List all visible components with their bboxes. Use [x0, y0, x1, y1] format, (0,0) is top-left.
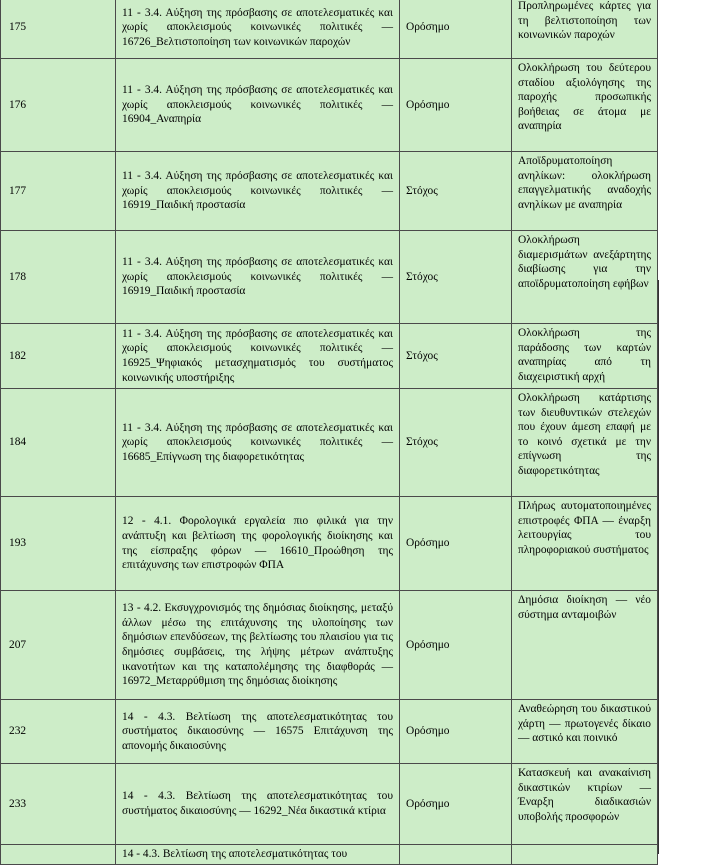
- measure-cell: 11 - 3.4. Αύξηση της πρόσβασης σε αποτελεσματικές και χωρίς αποκλεισμούς κοινωνικές πολιτικές — 16685_Επίγνωση της διαφορετικότητας: [116, 389, 400, 497]
- type-cell: [400, 845, 512, 865]
- description-cell: Ολοκλήρωση διαμερισμάτων ανεξάρτητης διαβίωσης για την αποϊδρυματοποίηση εφήβων: [512, 231, 658, 324]
- description-cell: Αναθεώρηση του δικαστικού χάρτη — πρωτογενές δίκαιο — αστικό και ποινικό: [512, 700, 658, 764]
- description-cell: Ολοκλήρωση κατάρτισης των διευθυντικών στελεχών που έχουν άμεση επαφή με το κοινό σχετικά με την επίγνωση της διαφορετικότητας: [512, 389, 658, 497]
- table-row: [1, 591, 658, 700]
- row-number: [1, 845, 116, 865]
- table-row: [1, 59, 658, 152]
- row-number: 175: [1, 0, 116, 59]
- measure-cell: 11 - 3.4. Αύξηση της πρόσβασης σε αποτελεσματικές και χωρίς αποκλεισμούς κοινωνικές πολιτικές — 16726_Βελτιστοποίηση των κοινωνικών παροχών: [116, 0, 400, 59]
- description-cell: Ολοκλήρωση του δεύτερου σταδίου αξιολόγησης της παροχής προσωπικής βοήθειας σε άτομα με αναπηρία: [512, 59, 658, 152]
- type-cell: Ορόσημο: [400, 497, 512, 591]
- table-row: [1, 845, 658, 865]
- row-number: 193: [1, 497, 116, 591]
- measure-cell: 11 - 3.4. Αύξηση της πρόσβασης σε αποτελεσματικές και χωρίς αποκλεισμούς κοινωνικές πολιτικές — 16904_Αναπηρία: [116, 59, 400, 152]
- description-cell: Κατασκευή και ανακαίνιση δικαστικών κτιρίων — Έναρξη διαδικασιών υποβολής προσφορών: [512, 764, 658, 845]
- type-cell: Στόχος: [400, 231, 512, 324]
- row-number: 207: [1, 591, 116, 700]
- description-cell: Προπληρωμένες κάρτες για τη βελτιστοποίηση των κοινωνικών παροχών: [512, 0, 658, 59]
- row-number: 176: [1, 59, 116, 152]
- description-cell: Ολοκλήρωση της παράδοσης των καρτών αναπηρίας από τη διαχειριστική αρχή: [512, 324, 658, 389]
- row-number: 232: [1, 700, 116, 764]
- table-row: [1, 152, 658, 231]
- table-row: [1, 0, 658, 59]
- type-cell: Ορόσημο: [400, 0, 512, 59]
- table-row: [1, 700, 658, 764]
- table-row: [1, 389, 658, 497]
- measure-cell: 11 - 3.4. Αύξηση της πρόσβασης σε αποτελεσματικές και χωρίς αποκλεισμούς κοινωνικές πολιτικές — 16925_Ψηφιακός μετασχηματισμός του συστήματος κοινωνικής υποστήριξης: [116, 324, 400, 389]
- measure-cell: 14 - 4.3. Βελτίωση της αποτελεσματικότητας του: [116, 845, 400, 865]
- description-cell: Πλήρως αυτοματοποιημένες επιστροφές ΦΠΑ — έναρξη λειτουργίας του πληροφοριακού συστήματος: [512, 497, 658, 591]
- measure-cell: 11 - 3.4. Αύξηση της πρόσβασης σε αποτελεσματικές και χωρίς αποκλεισμούς κοινωνικές πολιτικές — 16919_Παιδική προστασία: [116, 231, 400, 324]
- description-cell: [512, 845, 658, 865]
- type-cell: Στόχος: [400, 152, 512, 231]
- type-cell: Ορόσημο: [400, 700, 512, 764]
- type-cell: Ορόσημο: [400, 59, 512, 152]
- row-number: 177: [1, 152, 116, 231]
- row-number: 178: [1, 231, 116, 324]
- table-row: [1, 231, 658, 324]
- measure-cell: 13 - 4.2. Εκσυγχρονισμός της δημόσιας διοίκησης, μεταξύ άλλων μέσω της επιτάχυνσης της υλοποίησης των δημόσιων επενδύσεων, της βελτίωσης του πλαισίου για τις δημόσιες συμβάσεις, της λήψης μέτρων ανάπτυξης ικανοτήτων και της καταπολέμησης της διαφθοράς — 16972_Μεταρρύθμιση της δημόσιας διοίκησης: [116, 591, 400, 700]
- row-number: 184: [1, 389, 116, 497]
- row-number: 233: [1, 764, 116, 845]
- measure-cell: 14 - 4.3. Βελτίωση της αποτελεσματικότητας του συστήματος δικαιοσύνης — 16575 Επιτάχυνση της απονομής δικαιοσύνης: [116, 700, 400, 764]
- measure-cell: 12 - 4.1. Φορολογικά εργαλεία πιο φιλικά για την ανάπτυξη και βελτίωση της φορολογικής διοίκησης και της είσπραξης φόρων — 16610_Προώθηση της επιτάχυνσης των επιστροφών ΦΠΑ: [116, 497, 400, 591]
- type-cell: Στόχος: [400, 324, 512, 389]
- description-cell: Αποϊδρυματοποίηση ανηλίκων: ολοκλήρωση επαγγελματικής αναδοχής ανηλίκων με αναπηρία: [512, 152, 658, 231]
- row-number: 182: [1, 324, 116, 389]
- table-row: [1, 324, 658, 389]
- type-cell: Στόχος: [400, 389, 512, 497]
- table-row: [1, 764, 658, 845]
- type-cell: Ορόσημο: [400, 764, 512, 845]
- measure-cell: 11 - 3.4. Αύξηση της πρόσβασης σε αποτελεσματικές και χωρίς αποκλεισμούς κοινωνικές πολιτικές — 16919_Παιδική προστασία: [116, 152, 400, 231]
- measure-cell: 14 - 4.3. Βελτίωση της αποτελεσματικότητας του συστήματος δικαιοσύνης — 16292_Νέα δικαστικά κτίρια: [116, 764, 400, 845]
- description-cell: Δημόσια διοίκηση — νέο σύστημα ανταμοιβών: [512, 591, 658, 700]
- table-row: [1, 497, 658, 591]
- type-cell: Ορόσημο: [400, 591, 512, 700]
